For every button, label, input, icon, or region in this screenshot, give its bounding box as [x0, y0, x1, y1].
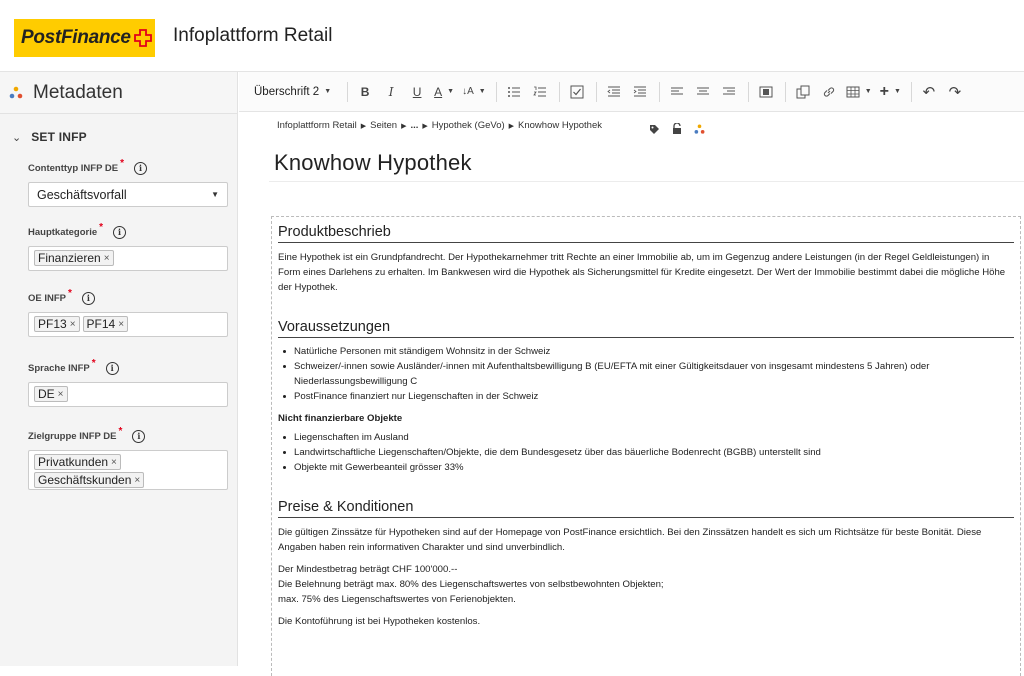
- metadata-dots-icon[interactable]: [694, 122, 705, 140]
- paragraph[interactable]: Eine Hypothek ist ein Grundpfandrecht. Der Hypothekarnehmer tritt Rechte an einer Immobilie ab, um im Gegenzug andere Leistungen (in der Regel Geldleistungen) in Form eines Darlehens zu erhalten. Im Bankwesen wird die Hypothek als Sicherungsmittel für Kredite eingesetzt. Der Wert der Immobilie bestimmt dabei die mögliche Höhe der Hypothek.: [278, 252, 1006, 293]
- required-marker: *: [99, 221, 104, 233]
- toolbar-divider: [911, 82, 912, 102]
- tag: [83, 316, 129, 332]
- remove-tag-icon[interactable]: ×: [111, 456, 117, 468]
- section-toggle-set-infp[interactable]: [0, 114, 237, 144]
- toolbar-divider: [559, 82, 560, 102]
- zielgruppe-tag-input[interactable]: [28, 450, 228, 490]
- remove-tag-icon[interactable]: ×: [103, 252, 110, 264]
- field-label: [28, 357, 228, 376]
- list-item[interactable]: Landwirtschaftliche Liegenschaften/Objekte, die dem Bundesgesetz über das bäuerliche Bodenrecht (BGBB) unterstellt sind: [278, 445, 1014, 460]
- contenttyp-select[interactable]: [28, 182, 228, 207]
- required-marker: *: [68, 287, 72, 299]
- toolbar-divider: [785, 82, 786, 102]
- breadcrumb-separator-icon: ▶: [401, 122, 407, 130]
- tag-label: PF14: [86, 317, 116, 331]
- breadcrumb-separator-icon: ▶: [422, 122, 428, 130]
- table-icon[interactable]: ▼: [846, 81, 872, 103]
- title-divider: [269, 181, 1024, 182]
- link-icon[interactable]: [820, 81, 838, 103]
- paragraph[interactable]: Die Kontoführung ist bei Hypotheken kostenlos.: [278, 616, 481, 627]
- sidebar-title: Metadaten: [33, 81, 123, 103]
- app-header: [0, 0, 1024, 72]
- field-contenttyp: [28, 157, 228, 207]
- tag-label: Finanzieren: [38, 251, 101, 265]
- list-item[interactable]: Liegenschaften im Ausland: [278, 430, 1014, 445]
- heading-style-label: Überschrift 2: [254, 85, 320, 98]
- info-icon[interactable]: i: [106, 362, 119, 375]
- toolbar-divider: [748, 82, 749, 102]
- field-label-text: Hauptkategorie: [28, 226, 98, 238]
- select-value: Geschäftsvorfall: [37, 187, 127, 202]
- unlock-icon[interactable]: [672, 122, 682, 140]
- breadcrumb-item[interactable]: Infoplattform Retail: [277, 120, 357, 131]
- toolbar-divider: [496, 82, 497, 102]
- caret-down-icon: ▼: [324, 88, 332, 95]
- rich-text-editor[interactable]: [271, 216, 1021, 676]
- remove-tag-icon[interactable]: ×: [69, 318, 76, 330]
- required-marker: *: [120, 157, 124, 169]
- toolbar-divider: [596, 82, 597, 102]
- field-oe-infp: [28, 287, 228, 337]
- hauptkategorie-tag-input[interactable]: [28, 246, 228, 271]
- bullet-list: [278, 344, 1014, 404]
- italic-icon[interactable]: I: [388, 84, 394, 99]
- tag-label: PF13: [38, 317, 67, 331]
- numbered-list-icon[interactable]: [531, 81, 549, 103]
- toolbar-divider: [347, 82, 348, 102]
- breadcrumb: [277, 120, 602, 131]
- remove-tag-icon[interactable]: ×: [57, 388, 64, 400]
- field-label-text: Contenttyp INFP DE: [28, 162, 119, 174]
- metadata-sidebar: [0, 72, 238, 666]
- tag: [34, 454, 121, 470]
- tag: [34, 316, 80, 332]
- tag: [34, 472, 144, 488]
- tag-icon[interactable]: [649, 122, 660, 140]
- breadcrumb-item[interactable]: Hypothek (GeVo): [431, 120, 505, 131]
- required-marker: *: [91, 357, 96, 369]
- bold-icon[interactable]: B: [360, 84, 370, 99]
- swiss-cross-icon: [134, 29, 152, 47]
- section-heading[interactable]: Preise & Konditionen: [278, 499, 1014, 518]
- caret-down-icon: ▼: [211, 190, 219, 199]
- list-item[interactable]: PostFinance finanziert nur Liegenschaften in der Schweiz: [278, 389, 1014, 404]
- toolbar-divider: [659, 82, 660, 102]
- info-icon[interactable]: i: [132, 430, 145, 443]
- bulleted-list-icon[interactable]: [505, 81, 523, 103]
- align-left-icon[interactable]: [668, 81, 686, 103]
- text-line: Die Belehnung beträgt max. 80% des Liegenschaftswertes von selbstbewohnten Objekten;: [278, 579, 664, 590]
- info-icon[interactable]: i: [82, 292, 95, 305]
- indent-icon[interactable]: [631, 81, 649, 103]
- field-zielgruppe: [28, 425, 228, 490]
- copy-icon[interactable]: [794, 81, 812, 103]
- outdent-icon[interactable]: [605, 81, 623, 103]
- field-label-text: Zielgruppe INFP DE: [28, 430, 117, 442]
- sub-heading[interactable]: Nicht finanzierbare Objekte: [278, 413, 403, 424]
- required-marker: *: [118, 425, 123, 437]
- tag-label: DE: [38, 387, 55, 401]
- field-sprache-infp: [28, 357, 228, 407]
- sidebar-header: [0, 72, 237, 114]
- postfinance-logo[interactable]: [14, 19, 155, 57]
- underline-icon[interactable]: U: [412, 84, 422, 99]
- tag: [34, 386, 68, 402]
- info-icon[interactable]: i: [113, 226, 126, 239]
- app-title: Infoplattform Retail: [173, 25, 333, 46]
- tag: [34, 250, 114, 266]
- heading-style-dropdown[interactable]: [254, 81, 331, 103]
- info-icon[interactable]: i: [134, 162, 147, 175]
- undo-icon[interactable]: ↶: [922, 83, 936, 101]
- breadcrumb-item[interactable]: Knowhow Hypothek: [518, 120, 602, 131]
- field-label: [28, 221, 228, 240]
- field-label-text: Sprache INFP: [28, 362, 90, 374]
- page-content: [239, 112, 1024, 666]
- editor-toolbar: [239, 72, 1024, 112]
- breadcrumb-item[interactable]: ...: [410, 120, 419, 131]
- tag-label: Privatkunden: [38, 455, 109, 469]
- section-title: SET INFP: [31, 130, 87, 144]
- text-line: max. 75% des Liegenschaftswertes von Ferienobjekten.: [278, 594, 516, 605]
- redo-icon[interactable]: ↷: [948, 83, 962, 101]
- remove-tag-icon[interactable]: ×: [118, 318, 125, 330]
- field-label: [28, 425, 228, 444]
- font-size-icon[interactable]: ↓A ▼: [462, 86, 486, 97]
- checklist-icon[interactable]: [568, 81, 586, 103]
- metadata-dots-icon: [9, 86, 23, 100]
- remove-tag-icon[interactable]: ×: [134, 474, 141, 486]
- section-heading[interactable]: Voraussetzungen: [278, 319, 1014, 338]
- font-color-icon[interactable]: A ▼: [434, 84, 455, 99]
- oe-infp-tag-input[interactable]: [28, 312, 228, 337]
- chevron-down-icon: ⌄: [12, 131, 22, 144]
- list-item[interactable]: Schweizer/-innen sowie Ausländer/-innen mit Aufenthaltsbewilligung B (EU/EFTA mit einer Gültigkeitsdauer von insgesamt mindestens 5 Jahren) oder Niederlassungsbewilligung C: [278, 359, 1014, 389]
- page-title[interactable]: Knowhow Hypothek: [274, 150, 472, 175]
- paragraph[interactable]: [278, 562, 1014, 607]
- sprache-infp-tag-input[interactable]: [28, 382, 228, 407]
- field-label: [28, 157, 228, 176]
- section-heading[interactable]: Produktbeschrieb: [278, 224, 1014, 243]
- field-label: [28, 287, 228, 306]
- list-item[interactable]: Objekte mit Gewerbeanteil grösser 33%: [278, 460, 1014, 475]
- logo-text: PostFinance: [21, 27, 131, 48]
- field-label-text: OE INFP: [28, 292, 67, 304]
- media-icon[interactable]: [757, 81, 775, 103]
- breadcrumb-item[interactable]: Seiten: [370, 120, 398, 131]
- breadcrumb-separator-icon: ▶: [508, 122, 515, 130]
- breadcrumb-separator-icon: ▶: [360, 122, 367, 130]
- bullet-list: [278, 430, 1014, 475]
- list-item[interactable]: Natürliche Personen mit ständigem Wohnsitz in der Schweiz: [278, 344, 1014, 359]
- align-center-icon[interactable]: [694, 81, 712, 103]
- text-line: Der Mindestbetrag beträgt CHF 100'000.--: [278, 564, 458, 575]
- paragraph[interactable]: Die gültigen Zinssätze für Hypotheken sind auf der Homepage von PostFinance ersichtlich. Bei den Zinssätzen handelt es sich um Richtsätze für beste Bonität. Diese Angaben haben rein informativen Charakter und sind unverbindlich.: [278, 527, 982, 553]
- tag-label: Geschäftskunden: [38, 473, 132, 487]
- align-right-icon[interactable]: [720, 81, 738, 103]
- page-actions: [649, 122, 705, 140]
- insert-icon[interactable]: + ▼: [879, 82, 901, 100]
- field-hauptkategorie: [28, 221, 228, 271]
